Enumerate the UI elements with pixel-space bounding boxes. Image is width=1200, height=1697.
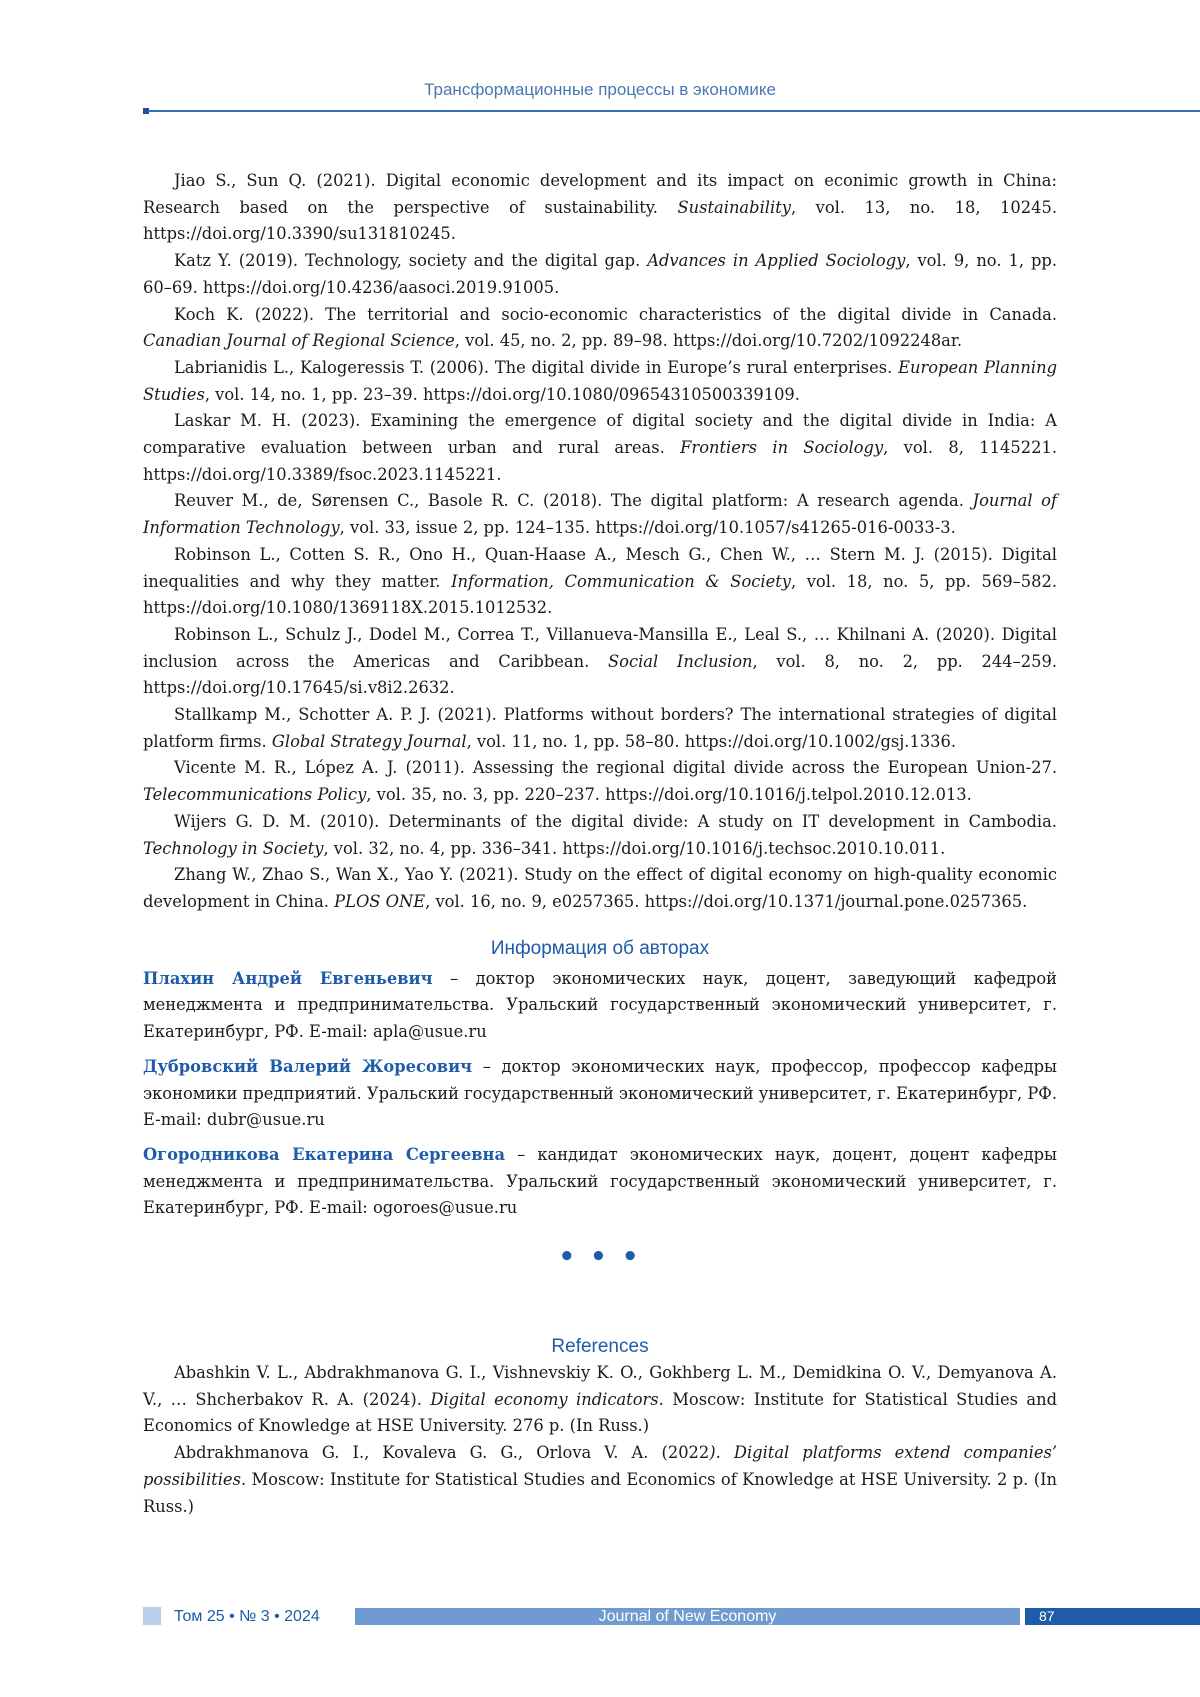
reference-text: Robinson L., Schulz J., Dodel M., Correa T., Villanueva-Mansilla E., Leal S., … Khilnani A. (2020). Digital inclusion across the Americas and Caribbean. [143,625,1057,671]
reference-list-ru [143,168,1057,916]
reference-text: Labrianidis L., Kalogeressis T. (2006). The digital divide in Europe’s rural enterprises. [174,358,898,377]
page-content [143,168,1057,1520]
reference-text: Abdrakhmanova G. I., Kovaleva G. G., Orlova V. A. (2022 [174,1443,709,1462]
reference-source: Canadian Journal of Regional Science [143,331,455,350]
reference-text: Laskar M. H. (2023). Examining the emergence of digital society and the digital divide in India: A comparative evaluation between urban and rural areas. [143,411,1057,457]
reference-text: Vicente M. R., López A. J. (2011). Assessing the regional digital divide across the European Union-27. [174,758,1057,777]
reference-text: Moscow: Institute for Statistical Studies and Economics of Knowledge at HSE University. 276 p. (In Russ.) [143,1390,1057,1436]
reference-item [143,408,1057,488]
author-description: – кандидат экономических наук, доцент, доцент кафедры менеджмента и предпринимательства. Уральский государственный экономический университет, г. Екатеринбург, РФ. E-mail: ogoroes@usue.ru [143,1145,1057,1217]
section-separator: • • • [143,1242,1057,1272]
reference-text: , vol. 18, no. 5, pp. 569–582. https://doi.org/10.1080/1369118X.2015.1012532. [143,572,1057,618]
reference-text: Reuver M., de, Sørensen C., Basole R. C. (2018). The digital platform: A research agenda. [174,491,973,510]
footer-square [143,1607,161,1625]
reference-source: Digital economy indicators. [430,1390,663,1409]
author-entry [143,1142,1057,1222]
reference-text: , vol. 14, no. 1, pp. 23–39. https://doi.org/10.1080/09654310500339109. [205,385,800,404]
reference-item [143,302,1057,355]
footer-issue: Том 25 • № 3 • 2024 [174,1607,320,1627]
reference-source: Telecommunications Policy [143,785,366,804]
reference-source: European Planning Studies [143,358,1057,404]
author-name: Огородникова Екатерина Сергеевна [143,1145,505,1164]
footer-journal-title: Journal of New Economy [355,1608,1020,1625]
reference-item [143,355,1057,408]
reference-text: , vol. 35, no. 3, pp. 220–237. https://doi.org/10.1016/j.telpol.2010.12.013. [366,785,972,804]
reference-item [143,809,1057,862]
reference-source: Journal of Information Technology [143,491,1057,537]
reference-text: Jiao S., Sun Q. (2021). Digital economic development and its impact on econimic growth in China: Research based on the perspective of sustainability. [143,171,1057,217]
reference-item [143,1440,1057,1520]
reference-item [143,862,1057,915]
reference-text: Koch K. (2022). The territorial and socio-economic characteristics of the digital divide in Canada. [174,305,1057,324]
reference-source: ). Digital platforms extend companies’ possibilities [143,1443,1057,1489]
reference-item [143,542,1057,622]
reference-item [143,248,1057,301]
reference-text: Robinson L., Cotten S. R., Ono H., Quan-Haase A., Mesch G., Chen W., … Stern M. J. (2015). Digital inequalities and why they matter. [143,545,1057,591]
reference-source: Sustainability [678,198,791,217]
reference-source: Frontiers in Sociology [680,438,883,457]
reference-text: Katz Y. (2019). Technology, society and the digital gap. [174,251,647,270]
author-entry [143,1054,1057,1134]
reference-source: PLOS ONE [334,892,425,911]
authors-section-title: Информация об авторах [143,936,1057,962]
author-name: Плахин Андрей Евгеньевич [143,969,433,988]
reference-text: Zhang W., Zhao S., Wan X., Yao Y. (2021). Study on the effect of digital economy on high-quality economic development in China. [143,865,1057,911]
reference-text: , vol. 13, no. 18, 10245. https://doi.org/10.3390/su131810245. [143,198,1057,244]
reference-list-en [143,1360,1057,1520]
author-entry [143,966,1057,1046]
reference-text: . Moscow: Institute for Statistical Studies and Economics of Knowledge at HSE University. 2 p. (In Russ.) [143,1470,1057,1516]
reference-text: , vol. 8, 1145221. https://doi.org/10.3389/fsoc.2023.1145221. [143,438,1057,484]
reference-text: , vol. 45, no. 2, pp. 89–98. https://doi.org/10.7202/1092248ar. [455,331,962,350]
reference-source: Information, Communication & Society [451,572,791,591]
reference-item [143,702,1057,755]
reference-text: , vol. 9, no. 1, pp. 60–69. https://doi.org/10.4236/aasoci.2019.91005. [143,251,1057,297]
reference-item [143,1360,1057,1440]
reference-text: Stallkamp M., Schotter A. P. J. (2021). Platforms without borders? The international strategies of digital platform firms. [143,705,1057,751]
reference-text: , vol. 11, no. 1, pp. 58–80. https://doi.org/10.1002/gsj.1336. [467,732,957,751]
reference-source: Global Strategy Journal [272,732,467,751]
reference-text: , vol. 16, no. 9, e0257365. https://doi.org/10.1371/journal.pone.0257365. [425,892,1027,911]
reference-item [143,168,1057,248]
references-title: References [143,1334,1057,1360]
reference-text: Wijers G. D. M. (2010). Determinants of the digital divide: A study on IT development in Cambodia. [174,812,1057,831]
reference-source: Social Inclusion [608,652,752,671]
reference-item [143,488,1057,541]
page-footer [0,1607,1200,1629]
page-number: 87 [1025,1608,1200,1625]
author-description: – доктор экономических наук, профессор, профессор кафедры экономики предприятий. Уральский государственный экономический университет, г. Екатеринбург, РФ. E-mail: dubr@usue.ru [143,1057,1057,1129]
reference-source: Advances in Applied Sociology [647,251,905,270]
reference-text: Abashkin V. L., Abdrakhmanova G. I., Vishnevskiy K. O., Gokhberg L. M., Demidkina O. V., Demyanova A. V., … Shcherbakov R. A. (2024). [143,1363,1057,1409]
header-rule [148,110,1200,112]
authors-list [143,966,1057,1222]
running-title: Трансформационные процессы в экономике [0,80,1200,100]
reference-item [143,755,1057,808]
reference-source: Technology in Society [143,839,323,858]
reference-item [143,622,1057,702]
author-description: – доктор экономических наук, доцент, заведующий кафедрой менеджмента и предпринимательства. Уральский государственный экономический университет, г. Екатеринбург, РФ. E-mail: apla@usue.ru [143,969,1057,1041]
reference-text: , vol. 32, no. 4, pp. 336–341. https://doi.org/10.1016/j.techsoc.2010.10.011. [323,839,945,858]
author-name: Дубровский Валерий Жоресович [143,1057,472,1076]
reference-text: , vol. 33, issue 2, pp. 124–135. https://doi.org/10.1057/s41265-016-0033-3. [340,518,956,537]
reference-text: , vol. 8, no. 2, pp. 244–259. https://doi.org/10.17645/si.v8i2.2632. [143,652,1057,698]
